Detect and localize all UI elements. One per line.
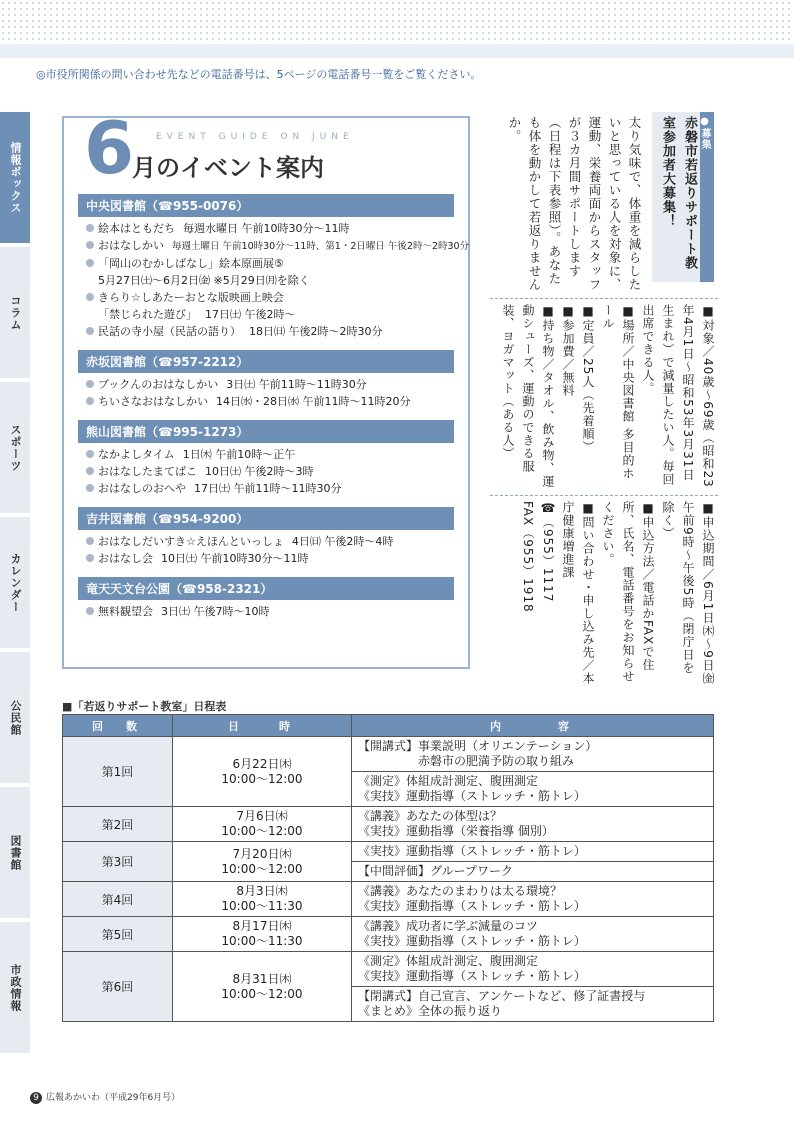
article-detail-line: ■参加費／無料 (561, 304, 575, 397)
event-time: 毎週水曜日 午前10時30分～11時 (183, 222, 350, 235)
article-detail-line: FAX（955）1918 (521, 501, 535, 613)
bullet-icon (86, 293, 94, 301)
event-guide-header (64, 106, 468, 194)
event-time: 毎週土曜日 午前10時30分～11時、第1・2日曜日 午後2時～2時30分 (172, 241, 470, 252)
schedule-time: 10:00～12:00 (221, 986, 303, 1001)
article-detail-line: ■対象／40歳～69歳（昭和23年4月1日～昭和53年3月31日生まれ）で減量したい人。毎回出席できる人。 (641, 304, 715, 488)
article-details-top (494, 304, 718, 490)
schedule-content (352, 807, 714, 842)
article-divider-bottom (490, 495, 718, 496)
event-item (86, 237, 470, 255)
side-tab-2[interactable] (0, 382, 30, 513)
event-list (86, 603, 450, 620)
side-tab-label: 市政情報 (9, 963, 22, 1012)
event-item (86, 446, 450, 463)
library-header: 中央図書館（☎955-0076） (78, 194, 454, 217)
event-month-number: 6 (84, 106, 135, 190)
schedule-date: 7月6日㈭ (236, 809, 288, 823)
schedule-date: 8月17日㈭ (232, 919, 292, 933)
bullet-icon (86, 224, 94, 232)
bullet-icon (86, 537, 94, 545)
schedule-header-row (63, 715, 714, 737)
top-band-bar (0, 44, 794, 58)
schedule-content-line: 【中間評価】グループワーク (358, 864, 514, 878)
side-tab-6[interactable] (0, 922, 30, 1053)
schedule-content-line: 《測定》体組成計測定、腹囲測定 (358, 954, 539, 968)
side-tab-label: 情報ボックス (9, 141, 22, 214)
schedule-time: 10:00～11:30 (221, 899, 303, 913)
header-content: 内 容 (352, 715, 714, 737)
event-time: 14日㈬・28日㈬ 午前11時～11時20分 (216, 395, 411, 408)
event-name: きらり☆しあたーおとな版映画上映会 (98, 291, 284, 304)
event-item (86, 323, 450, 340)
event-time: 5月27日㈯～6月2日㈮ ※5月29日㈪を除く (98, 274, 310, 287)
schedule-row (63, 737, 714, 772)
event-time: 3日㈯ 午後7時～10時 (161, 605, 270, 618)
schedule-content (352, 737, 714, 772)
schedule-round: 第1回 (63, 737, 173, 807)
schedule-round: 第6回 (63, 952, 173, 1022)
article-detail-line: ■場所／中央図書館 多目的ホール (601, 304, 635, 480)
event-guide-english: EVENT GUIDE ON JUNE (156, 132, 354, 142)
bullet-icon (86, 259, 94, 267)
schedule-round: 第2回 (63, 807, 173, 842)
schedule-content-line: 【閉講式】自己宣言、アンケートなど、修了証書授与 (358, 989, 646, 1003)
bullet-icon (86, 467, 94, 475)
schedule-datetime (173, 842, 352, 882)
side-tab-4[interactable] (0, 652, 30, 783)
schedule-content-line: 《実技》運動指導（ストレッチ・筋トレ） (358, 844, 586, 858)
article-title: 赤磐市若返りサポート教室参加者大募集！ (660, 116, 697, 270)
library-header: 熊山図書館（☎995-1273） (78, 420, 454, 443)
bullet-icon (86, 554, 94, 562)
article-detail-line: ■問い合わせ・申し込み先／本庁健康増進課 (561, 501, 595, 685)
schedule-row (63, 842, 714, 862)
schedule-content-line: 赤磐市の肥満予防の取り組み (358, 754, 575, 768)
event-time: 17日㈯ 午後2時～ (205, 308, 296, 321)
event-item (86, 289, 450, 306)
schedule-content-line: 《実技》運動指導（ストレッチ・筋トレ） (358, 934, 586, 948)
schedule-row (63, 882, 714, 917)
side-tab-label: 公民館 (9, 699, 22, 736)
side-tab-3[interactable] (0, 517, 30, 648)
article-detail-line: ■持ち物／タオル、飲み物、運動シューズ、運動のできる服装、ヨガマット（ある人） (501, 304, 555, 488)
side-tabs (0, 112, 30, 1057)
bullet-icon (86, 397, 94, 405)
schedule-time: 10:00～12:00 (221, 824, 303, 838)
article-divider-top (490, 298, 718, 299)
event-list (86, 376, 450, 410)
schedule-content-line: 《講義》あなたの体型は？ (358, 809, 503, 823)
schedule-row (63, 952, 714, 987)
schedule-content-line: 《講義》あなたのまわりは太る環境？ (358, 884, 563, 898)
library-list (64, 194, 468, 620)
schedule-round: 第5回 (63, 917, 173, 952)
schedule-date: 7月20日㈭ (232, 846, 292, 861)
event-guide-title: 月のイベント案内 (132, 154, 324, 182)
event-time: 3日㈯ 午前11時～11時30分 (226, 378, 367, 391)
event-item (86, 463, 450, 480)
side-tab-1[interactable] (0, 247, 30, 378)
event-name: おはなしかい (98, 239, 164, 252)
event-name: なかよしタイム (98, 448, 175, 461)
event-time: 10日㈯ 午前10時30分～11時 (161, 552, 309, 565)
schedule-row (63, 807, 714, 842)
event-name: 絵本はともだち (98, 222, 175, 235)
bullet-icon (86, 450, 94, 458)
event-item (86, 376, 450, 393)
side-tab-5[interactable] (0, 787, 30, 918)
event-time: 4日㈰ 午後2時～4時 (291, 535, 394, 548)
schedule-date: 8月3日㈭ (236, 884, 288, 898)
event-item (86, 306, 450, 323)
event-item (86, 393, 450, 410)
page-number: 9 (30, 1092, 42, 1104)
schedule-date: 6月22日㈭ (232, 756, 292, 771)
event-name: ちいさなおはなしかい (98, 395, 208, 408)
schedule-datetime (173, 807, 352, 842)
schedule-content-line: 【開講式】事業説明（オリエンテーション） (358, 739, 598, 753)
schedule-content-line: 《実技》運動指導（ストレッチ・筋トレ） (358, 899, 586, 913)
header-datetime: 日 時 (173, 715, 352, 737)
bullet-icon (86, 380, 94, 388)
event-time: 10日㈯ 午後2時～3時 (205, 465, 314, 478)
schedule-title: ■「若返りサポート教室」日程表 (62, 700, 227, 713)
bullet-icon (86, 607, 94, 615)
schedule-round: 第4回 (63, 882, 173, 917)
library-header: 吉井図書館（☎954-9200） (78, 507, 454, 530)
event-time: 1日㈭ 午前10時～正午 (182, 448, 296, 461)
side-tab-label: 図書館 (9, 834, 22, 871)
event-name: おはなし会 (98, 552, 153, 565)
schedule-content (352, 862, 714, 882)
article-details-bottom (494, 501, 718, 687)
schedule-time: 10:00～12:00 (221, 861, 303, 876)
article-detail-line: ■申込方法／電話かFAXで住所、氏名、電話番号をお知らせください。 (601, 501, 655, 683)
event-guide-box (62, 106, 470, 669)
footer-text: 広報あかいわ（平成29年6月号） (46, 1093, 181, 1103)
schedule-round: 第3回 (63, 842, 173, 882)
event-item (86, 533, 450, 550)
article-body: 太り気味で、体重を減らしたいと思っている人を対象に、運動、栄養両面からスタッフが３カ月間サポートします（日程は下表参照）。あなたも体を動かして若返りませんか。 (507, 116, 642, 292)
event-name: おはなしだいすき☆えほんといっしょ (98, 535, 284, 548)
event-time: 17日㈯ 午前11時～11時30分 (194, 482, 342, 495)
schedule-content (352, 842, 714, 862)
header-round: 回 数 (63, 715, 173, 737)
event-item (86, 220, 450, 237)
schedule-datetime (173, 882, 352, 917)
event-item (86, 603, 450, 620)
schedule-content (352, 917, 714, 952)
event-name: ブックんのおはなしかい (98, 378, 219, 391)
article-detail-line: ■申込期間／6月1日㈭～9日㈮ 午前9時～午後5時（閉庁日を除く） (661, 501, 715, 685)
page-footer (30, 1090, 180, 1104)
schedule-content-line: 《まとめ》全体の振り返り (358, 1004, 503, 1018)
schedule-row (63, 917, 714, 952)
schedule-content-line: 《講義》成功者に学ぶ減量のコツ (358, 919, 539, 933)
bullet-icon (86, 241, 94, 249)
event-name: おはなしたまてばこ (98, 465, 197, 478)
schedule-content-line: 《実技》運動指導（栄養指導 個別） (358, 824, 554, 838)
schedule-time: 10:00～12:00 (221, 771, 303, 786)
event-list (86, 446, 450, 497)
schedule-datetime (173, 952, 352, 1022)
schedule-datetime (173, 917, 352, 952)
article-detail-line: ■定員／25人（先着順） (581, 304, 595, 454)
schedule-datetime (173, 737, 352, 807)
schedule-content-line: 《測定》体組成計測定、腹囲測定 (358, 774, 539, 788)
schedule-content-line: 《実技》運動指導（ストレッチ・筋トレ） (358, 789, 586, 803)
article-tag: ●募集 (699, 116, 710, 150)
event-name: おはなしのおへや (98, 482, 186, 495)
schedule-content (352, 772, 714, 807)
side-tab-label: カレンダー (9, 552, 22, 613)
schedule-date: 8月31日㈭ (232, 971, 292, 986)
event-name: 無料観望会 (98, 605, 153, 618)
bullet-icon (86, 327, 94, 335)
schedule-content-line: 《実技》運動指導（ストレッチ・筋トレ） (358, 969, 586, 983)
event-time: 18日㈰ 午後2時～2時30分 (249, 325, 383, 338)
schedule-table (62, 714, 714, 1022)
schedule-content (352, 987, 714, 1022)
event-name: 「岡山のむかしばなし」絵本原画展⑤ (98, 257, 284, 270)
side-tab-label: スポーツ (9, 423, 22, 472)
schedule-content (352, 882, 714, 917)
schedule-content (352, 952, 714, 987)
event-name: 「禁じられた遊び」 (98, 308, 197, 321)
bullet-icon (86, 484, 94, 492)
event-item (86, 272, 450, 289)
event-item (86, 480, 450, 497)
schedule-time: 10:00～11:30 (221, 934, 303, 948)
event-name: 民話の寺小屋（民話の語り） (98, 325, 241, 338)
side-tab-0[interactable] (0, 112, 30, 243)
event-item (86, 550, 450, 567)
library-header: 竜天天文台公園（☎958-2321） (78, 577, 454, 600)
library-header: 赤坂図書館（☎957-2212） (78, 350, 454, 373)
event-list (86, 220, 470, 340)
side-tab-label: コラム (9, 294, 22, 331)
event-item (86, 255, 450, 272)
event-list (86, 533, 450, 567)
article-detail-line: ☎（955）1117 (541, 501, 555, 603)
phone-notice: ◎市役所関係の問い合わせ先などの電話番号は、5ページの電話番号一覧をご覧ください。 (36, 68, 482, 81)
